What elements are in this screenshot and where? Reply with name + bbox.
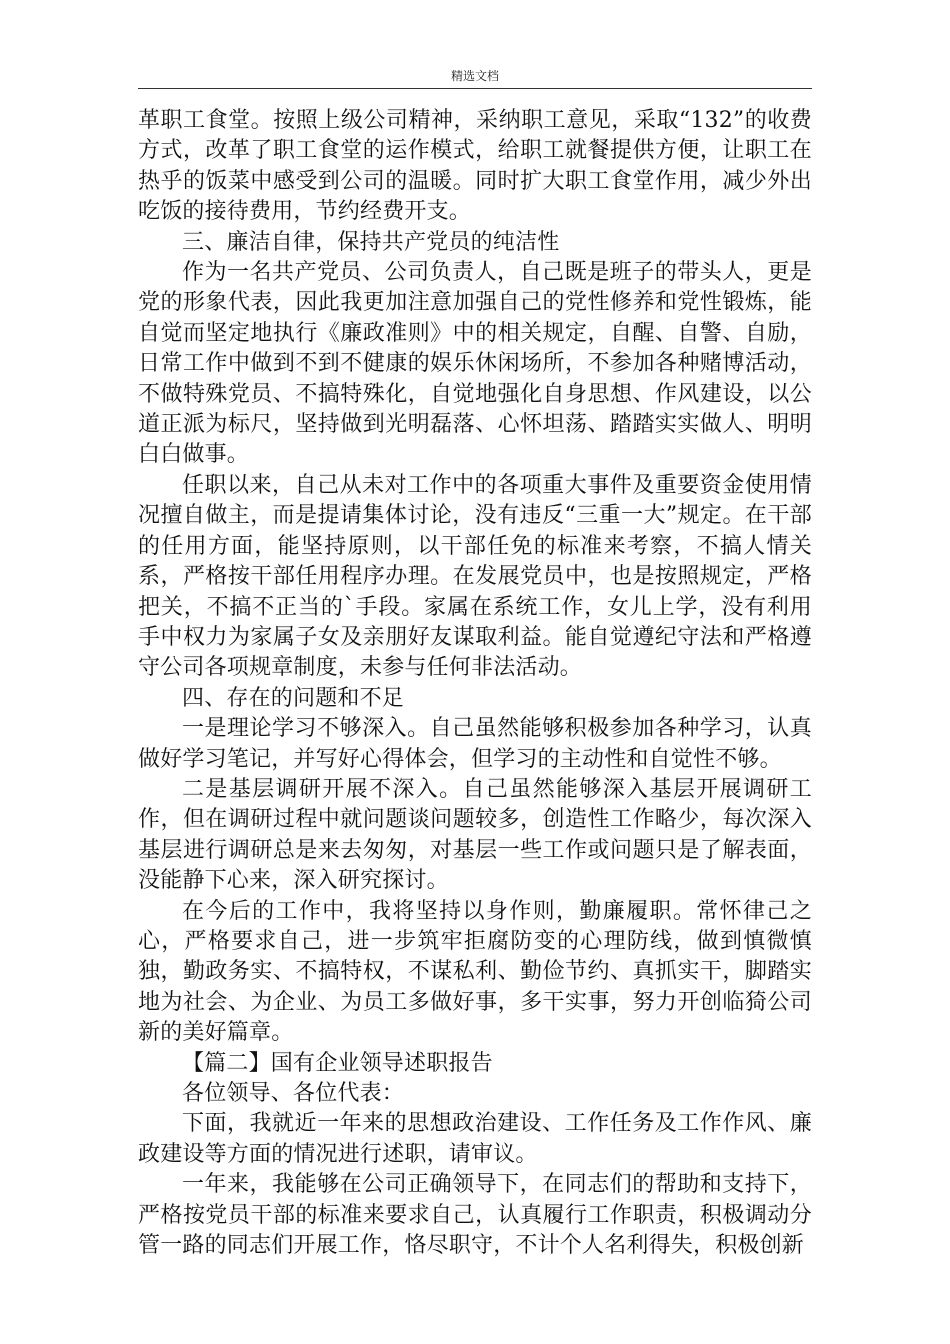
document-body (138, 106, 812, 1261)
paragraph: 革职工食堂。按照上级公司精神，采纳职工意见，采取“132”的收费方式，改革了职工食堂的运作模式，给职工就餐提供方便，让职工在热乎的饭菜中感受到公司的温暖。同时扩大职工食堂作用，减少外出吃饭的接待费用，节约经费开支。 (138, 108, 812, 225)
section-heading: 三、廉洁自律，保持共产党员的纯洁性 (182, 229, 560, 255)
header-divider (138, 88, 812, 89)
paragraph: 任职以来，自己从未对工作中的各项重大事件及重要资金使用情况擅自做主，而是提请集体讨论，没有违反“三重一大”规定。在干部的任用方面，能坚持原则，以干部任免的标准来考察，不搞人情关系，严格按干部任用程序办理。在发展党员中，也是按照规定，严格把关，不搞不正当的`手段。家属在系统工作，女儿上学，没有利用手中权力为家属子女及亲朋好友谋取利益。能自觉遵纪守法和严格遵守公司各项规章制度，未参与任何非法活动。 (138, 472, 812, 681)
salutation: 各位领导、各位代表： (182, 1081, 405, 1106)
section-heading: 四、存在的问题和不足 (182, 685, 405, 711)
page-header-title: 精选文档 (450, 69, 499, 83)
article-title: 【篇二】国有企业领导述职报告 (182, 1050, 493, 1076)
paragraph: 一是理论学习不够深入。自己虽然能够积极参加各种学习，认真做好学习笔记，并写好心得体会，但学习的主动性和自觉性不够。 (138, 716, 812, 772)
paragraph: 在今后的工作中，我将坚持以身作则，勤廉履职。常怀律己之心，严格要求自己，进一步筑牢拒腐防变的心理防线，做到慎微慎独，勤政务实、不搞特权，不谋私利、勤俭节约、真抓实干，脚踏实地为社会、为企业、为员工多做好事，多干实事，努力开创临猗公司新的美好篇章。 (138, 898, 812, 1046)
paragraph: 作为一名共产党员、公司负责人，自己既是班子的带头人，更是党的形象代表，因此我更加注意加强自己的党性修养和党性锻炼，能自觉而坚定地执行《廉政准则》中的相关规定，自醒、自警、自励，日常工作中做到不到不健康的娱乐休闲场所，不参加各种赌博活动，不做特殊党员、不搞特殊化，自觉地强化自身思想、作风建设，以公道正派为标尺，坚持做到光明磊落、心怀坦荡、踏踏实实做人、明明白白做事。 (138, 260, 812, 468)
paragraph: 一年来，我能够在公司正确领导下，在同志们的帮助和支持下，严格按党员干部的标准来要求自己，认真履行工作职责，积极调动分管一路的同志们开展工作，恪尽职守，不计个人名利得失，积极创新 (138, 1172, 812, 1259)
paragraph: 二是基层调研开展不深入。自己虽然能够深入基层开展调研工作，但在调研过程中就问题谈问题较多，创造性工作略少，每次深入基层进行调研总是来去匆匆，对基层一些工作或问题只是了解表面，没能静下心来，深入研究探讨。 (138, 776, 812, 894)
paragraph: 下面，我就近一年来的思想政治建设、工作任务及工作作风、廉政建设等方面的情况进行述职，请审议。 (138, 1111, 812, 1167)
